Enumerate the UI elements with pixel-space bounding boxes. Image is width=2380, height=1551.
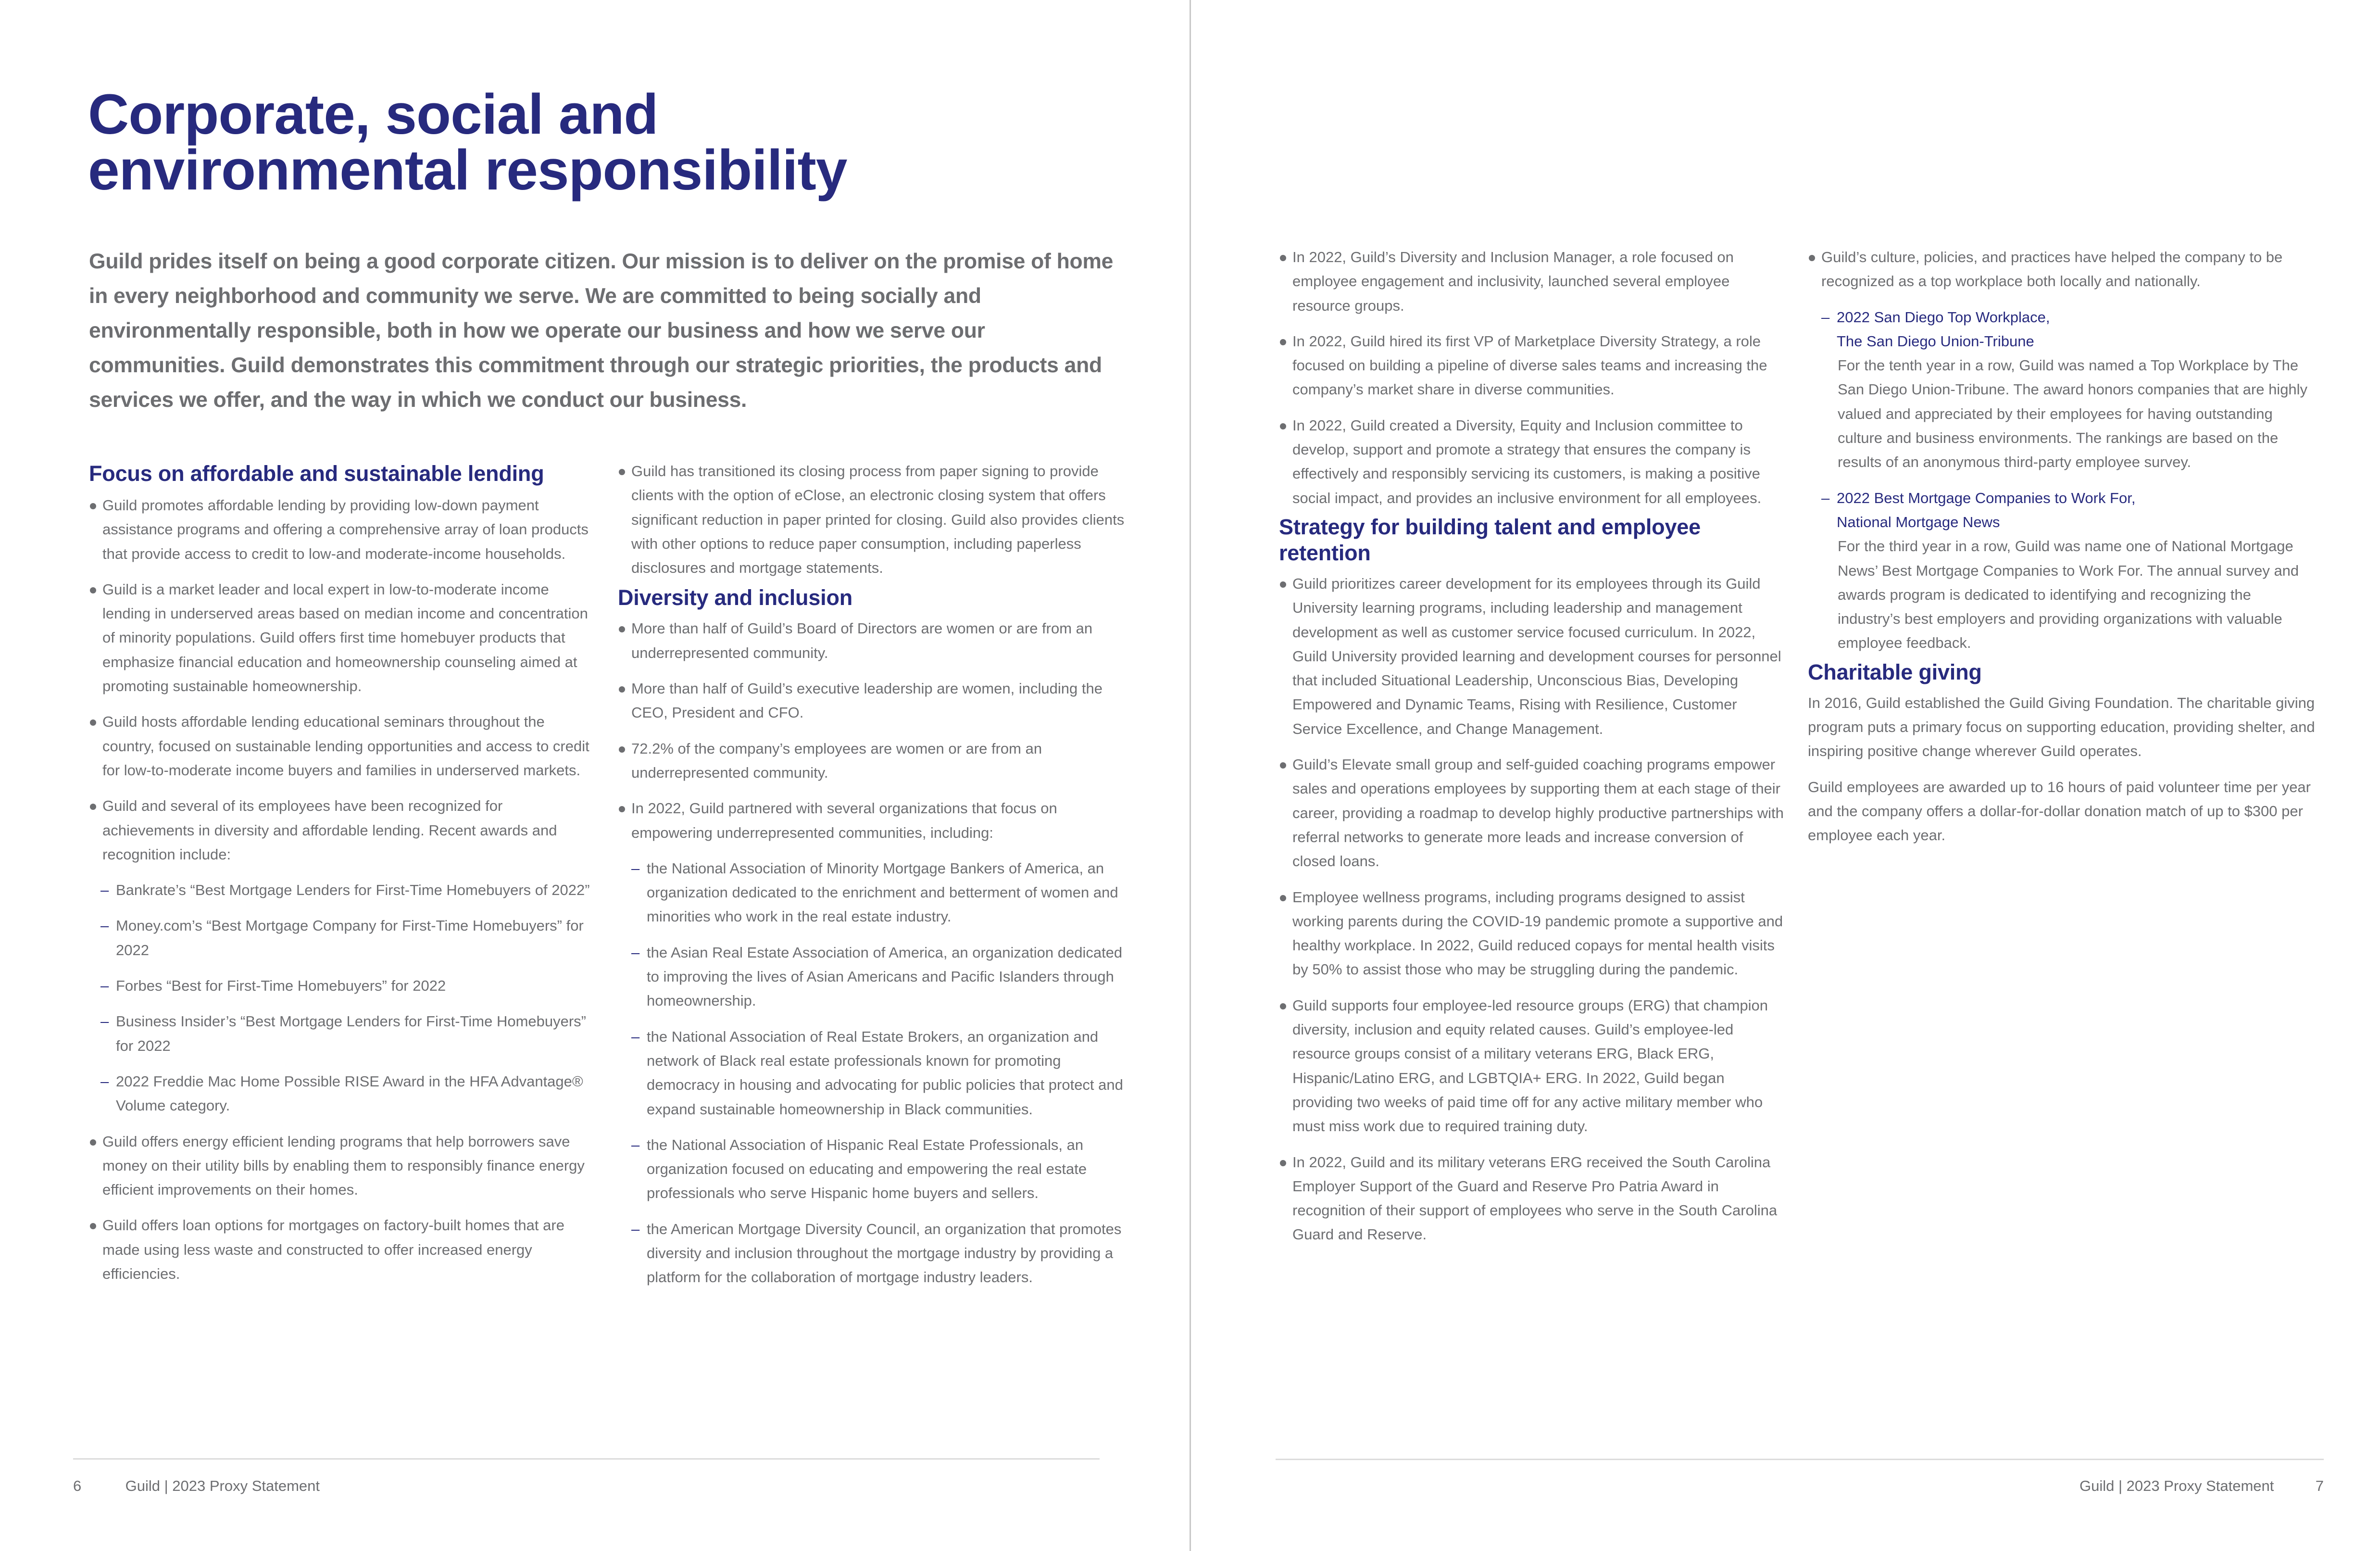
publication-name-right: Guild | 2023 Proxy Statement	[2079, 1477, 2274, 1494]
column-2	[618, 459, 1125, 1301]
publication-name-left: Guild | 2023 Proxy Statement	[125, 1477, 320, 1494]
partner-item: – the National Association of Minority Mortgage Bankers of America, an organization dedicated to the enrichment and betterment of women and minorities who work in the real estate industry.	[631, 857, 1125, 929]
award-source: National Mortgage News	[1837, 513, 2000, 530]
section-heading-diversity: Diversity and inclusion	[618, 585, 853, 610]
list-item-workplace-awards	[1808, 245, 2317, 656]
column-1	[89, 461, 591, 1298]
lending-bullet-list	[89, 493, 591, 1286]
page-number-left: 6	[73, 1477, 82, 1494]
award-description: For the tenth year in a row, Guild was named a Top Workplace by The San Diego Union-Tribune. The award honors companies that are highly valued and appreciated by their employees for having outstanding culture and business environments. The rankings are based on the results of an anonymous third-party employee survey.	[1838, 357, 2308, 471]
list-item: In 2022, Guild created a Diversity, Equity and Inclusion committee to develop, support and promote a strategy that ensures the company is effectively and responsibly servicing its customers, is making a positive social impact, and provides an inclusive environment for all employees.	[1279, 414, 1789, 510]
section-heading-talent: Strategy for building talent and employee retention	[1279, 514, 1701, 565]
list-item: More than half of Guild’s Board of Directors are women or are from an underrepresented community.	[618, 617, 1125, 665]
partner-item: – the American Mortgage Diversity Council, an organization that promotes diversity and inclusion throughout the mortgage industry by providing a platform for the collaboration of mortgage industry leaders.	[631, 1217, 1125, 1290]
list-item: Guild’s Elevate small group and self-guided coaching programs empower sales and operations employees by supporting them at each stage of their career, providing a roadmap to develop highly productive partnerships with referral networks to generate more leads and increase conversion of closed loans.	[1279, 753, 1789, 873]
award-item: – Money.com’s “Best Mortgage Company for First-Time Homebuyers” for 2022	[100, 914, 591, 962]
section-heading-lending: Focus on affordable and sustainable lending	[89, 461, 544, 486]
partner-item: – the National Association of Hispanic Real Estate Professionals, an organization focused on educating and empowering the real estate professionals who serve Hispanic home buyers and sellers.	[631, 1133, 1125, 1206]
list-item: Employee wellness programs, including programs designed to assist working parents during the COVID-19 pandemic promote a supportive and healthy workplace. In 2022, Guild reduced copays for mental health visits by 50% to assist those who may be struggling during the pandemic.	[1279, 885, 1789, 982]
partners-sublist	[631, 857, 1125, 1290]
award-item: – 2022 Freddie Mac Home Possible RISE Award in the HFA Advantage® Volume category.	[100, 1070, 591, 1118]
list-item: More than half of Guild’s executive leadership are women, including the CEO, President and CFO.	[618, 677, 1125, 725]
award-item: – Forbes “Best for First-Time Homebuyers” for 2022	[100, 974, 591, 998]
page-title-line-2: environmental responsibility	[88, 139, 847, 202]
page-title-line-1: Corporate, social and	[88, 83, 658, 146]
list-item-partners	[618, 796, 1125, 1289]
award-item: – Bankrate’s “Best Mortgage Lenders for First-Time Homebuyers of 2022”	[100, 878, 591, 902]
charitable-paragraph: In 2016, Guild established the Guild Giving Foundation. The charitable giving program puts a primary focus on supporting education, providing shelter, and inspiring positive change wherever Guild operates.	[1808, 694, 2315, 760]
footer-rule-left	[73, 1458, 1100, 1460]
award-description: For the third year in a row, Guild was name one of National Mortgage News’ Best Mortgage Companies to Work For. The annual survey and awards program is dedicated to identifying and recognizing the industry’s best employers and providing organizations with valuable employee feedback.	[1838, 538, 2299, 652]
awards-intro-text: Guild and several of its employees have been recognized for achievements in diversity and affordable lending. Recent awards and recognition include:	[102, 797, 557, 863]
section-heading-charitable: Charitable giving	[1808, 659, 1982, 684]
award-item: – Business Insider’s “Best Mortgage Lenders for First-Time Homebuyers” for 2022	[100, 1009, 591, 1058]
intro-paragraph: Guild prides itself on being a good corporate citizen. Our mission is to deliver on the promise of home in every neighborhood and community we serve. We are committed to being socially and environmentally responsible, both in how we operate our business and how we serve our communities. Guild demonstrates this commitment through our strategic priorities, the products and services we offer, and the way in which we conduct our business.	[89, 250, 1114, 412]
workplace-award-item	[1821, 305, 2317, 475]
list-item: Guild has transitioned its closing process from paper signing to provide clients with the option of eClose, an electronic closing system that offers significant reduction in paper printed for closing. Guild also provides clients with other options to reduce paper consumption, including paperless disclosures and mortgage statements.	[618, 459, 1125, 580]
page-title	[88, 83, 847, 202]
column-3	[1279, 245, 1789, 1259]
footer-left	[73, 1476, 320, 1496]
footer-rule-right	[1276, 1459, 2324, 1460]
partners-intro-text: In 2022, Guild partnered with several organizations that focus on empowering underrepresented communities, including:	[631, 800, 1057, 841]
award-title: 2022 Best Mortgage Companies to Work For,	[1837, 489, 2136, 506]
workplace-awards-intro: Guild’s culture, policies, and practices have helped the company to be recognized as a top workplace both locally and nationally.	[1821, 249, 2283, 290]
awards-sublist	[100, 878, 591, 1118]
list-item: Guild promotes affordable lending by providing low-down payment assistance programs and offering a comprehensive array of loan products that provide access to credit to low-and moderate-income households.	[89, 493, 591, 566]
award-source: The San Diego Union-Tribune	[1837, 332, 2034, 350]
talent-bullet-list-continued	[1808, 245, 2317, 656]
partner-item: – the Asian Real Estate Association of America, an organization dedicated to improving the lives of Asian Americans and Pacific Islanders through homeownership.	[631, 941, 1125, 1013]
list-item: Guild offers energy efficient lending programs that help borrowers save money on their utility bills by enabling them to responsibly finance energy efficient improvements on their homes.	[89, 1130, 591, 1202]
footer-right	[1779, 1476, 2324, 1496]
column-4	[1808, 245, 2317, 859]
list-item: In 2022, Guild’s Diversity and Inclusion Manager, a role focused on employee engagement and inclusivity, launched several employee resource groups.	[1279, 245, 1789, 318]
lending-bullet-list-continued	[618, 459, 1125, 580]
list-item-awards	[89, 794, 591, 1118]
list-item: Guild offers loan options for mortgages on factory-built homes that are made using less waste and constructed to offer increased energy efficiencies.	[89, 1213, 591, 1286]
page-spread-divider	[1190, 0, 1191, 1551]
list-item: Guild supports four employee-led resource groups (ERG) that champion diversity, inclusion and equity related causes. Guild’s employee-led resource groups consist of a military veterans ERG, Black ERG, Hispanic/Latino ERG, and LGBTQIA+ ERG. In 2022, Guild began providing two weeks of paid time off for any active military member who must miss work due to required training duty.	[1279, 994, 1789, 1139]
workplace-awards-sublist	[1821, 305, 2317, 656]
diversity-bullet-list	[618, 617, 1125, 1289]
workplace-award-item	[1821, 486, 2317, 656]
list-item: 72.2% of the company’s employees are women or are from an underrepresented community.	[618, 737, 1125, 785]
talent-bullet-list	[1279, 572, 1789, 1247]
partner-item: – the National Association of Real Estate Brokers, an organization and network of Black real estate professionals known for promoting democracy in housing and advocating for public policies that protect and expand sustainable homeownership in Black communities.	[631, 1025, 1125, 1122]
award-title: 2022 San Diego Top Workplace,	[1837, 308, 2050, 326]
list-item: Guild hosts affordable lending educational seminars throughout the country, focused on sustainable lending opportunities and access to credit for low-to-moderate income buyers and families in underserved markets.	[89, 710, 591, 782]
charitable-paragraph: Guild employees are awarded up to 16 hours of paid volunteer time per year and the company offers a dollar-for-dollar donation match of up to $300 per employee each year.	[1808, 778, 2311, 844]
diversity-bullet-list-continued	[1279, 245, 1789, 510]
list-item: In 2022, Guild and its military veterans ERG received the South Carolina Employer Support of the Guard and Reserve Pro Patria Award in recognition of their support of employees who serve in the South Carolina Guard and Reserve.	[1279, 1150, 1789, 1247]
list-item: Guild is a market leader and local expert in low-to-moderate income lending in underserved areas based on median income and concentration of minority populations. Guild offers first time homebuyer products that emphasize financial education and homeownership counseling aimed at promoting sustainable homeownership.	[89, 578, 591, 698]
list-item: In 2022, Guild hired its first VP of Marketplace Diversity Strategy, a role focused on building a pipeline of diverse sales teams and increasing the company’s market share in diverse communities.	[1279, 329, 1789, 402]
list-item: Guild prioritizes career development for its employees through its Guild University learning programs, including leadership and management development as well as customer service focused curriculum. In 2022, Guild University provided learning and development courses for personnel that included Situational Leadership, Unconscious Bias, Developing Empowered and Dynamic Teams, Rising with Resilience, Customer Service Excellence, and Change Management.	[1279, 572, 1789, 741]
page-number-right: 7	[2315, 1477, 2324, 1494]
